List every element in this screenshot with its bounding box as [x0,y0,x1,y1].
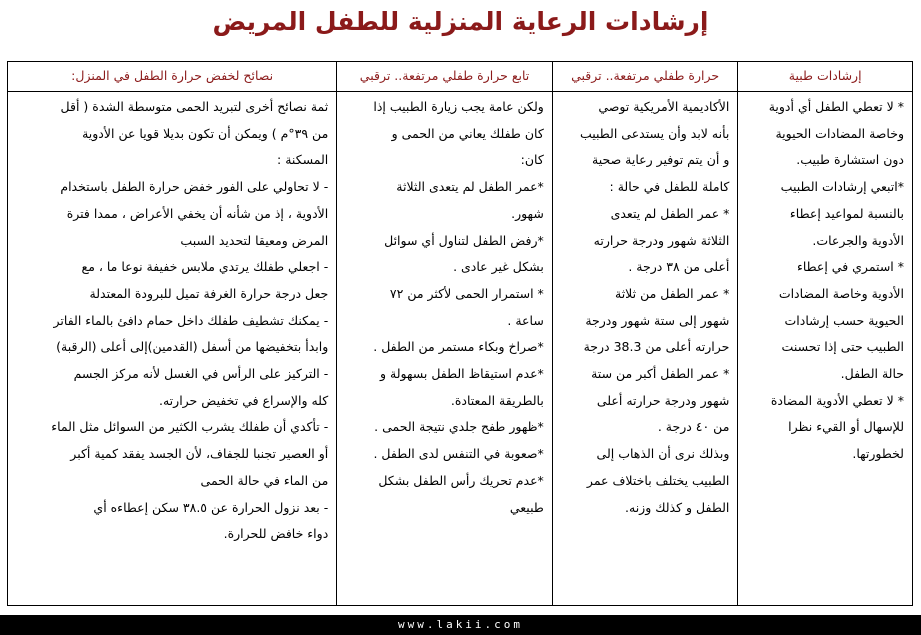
text-line: - التركيز على الرأس في الغسل لأنه مركز الجسم [73,366,329,382]
text-line: * عمر الطفل أكبر من ستة [591,366,730,382]
text-line: كاملة للطفل في حالة : [609,179,730,195]
site-footer: www.lakii.com [0,615,921,635]
text-line: بالنسبة لمواعيد إعطاء [789,205,904,221]
text-line: دون استشارة طبيب. [796,152,904,168]
text-line: الطبيب يختلف باختلاف عمر [586,472,730,488]
column-high-fever [552,62,738,605]
text-line: أو العصير تجنبا للجفاف، لأن الجسد يفقد كمية أكبر [70,446,329,462]
text-line: الثلاثة شهور ودرجة حرارته [593,232,730,248]
text-line: الطبيب حتى إذا تحسنت [781,339,904,355]
text-line: حالة الطفل. [840,366,904,382]
text-line: - اجعلي طفلك يرتدي ملابس خفيفة نوعا ما ، مع [81,259,329,275]
text-line: - لا تحاولي على الفور خفض حرارة الطفل باستخدام [60,179,329,195]
text-line: * استمرار الحمى لأكثر من ٧٢ [389,285,544,301]
text-line: شهور إلى ستة شهور ودرجة [585,312,730,328]
column-header: إرشادات طبية [738,62,912,92]
text-line: دواء خافض للحرارة. [223,526,329,542]
text-line: الأدوية ، إذ من شأنه أن يخفي الأعراض ، ممدا فترة [66,205,329,221]
text-line: كله والإسراع في تخفيض حرارته. [159,392,329,408]
text-line: المرض ومعيقا لتحديد السبب [180,232,329,248]
column-body [8,92,336,548]
text-line: الحيوية حسب إرشادات [784,312,904,328]
text-line: طبيعي [509,499,544,515]
text-line: * لا تعطي الطفل أي أدوية [768,99,904,114]
text-line: شهور ودرجة حرارته أعلى [596,392,730,408]
column-body [337,92,552,521]
text-line: *عدم استيقاظ الطفل بسهولة و [379,366,544,382]
text-line: - بعد نزول الحرارة عن ٣٨.٥ سكن إعطاءه أي [93,499,329,515]
text-line: الأدوية وخاصة المضادات [778,285,904,301]
text-line: المسكنة : [277,152,329,168]
text-line: شهور. [511,205,544,221]
text-line: * لا تعطي الأدوية المضادة [770,392,904,408]
text-line: *عدم تحريك رأس الطفل بشكل [378,472,544,488]
text-line: * عمر الطفل لم يتعدى [610,205,730,221]
column-medical-guidance [737,62,912,605]
text-line: *صعوبة في التنفس لدى الطفل . [373,446,544,462]
text-line: من ٤٠ درجة . [657,419,730,435]
text-line: ساعة . [507,312,544,328]
text-line: *رفض الطفل لتناول أي سوائل [384,232,544,248]
text-line: *ظهور طفح جلدي نتيجة الحمى . [374,419,544,435]
text-line: * استمري في إعطاء [796,259,904,275]
text-line: بشكل غير عادى . [453,259,544,275]
text-line: من الماء في حالة الحمى [200,472,329,488]
text-line: * عمر الطفل من ثلاثة [615,285,730,301]
text-line: - تأكدي أن طفلك يشرب الكثير من السوائل مثل الماء [51,419,329,435]
text-line: وبذلك نرى أن الذهاب إلى [596,446,730,462]
text-line: ولكن عامة يجب زيارة الطبيب إذا [373,99,544,114]
text-line: الأدوية والجرعات. [812,232,904,248]
text-line: الطفل و كذلك وزنه. [625,499,730,515]
column-body [553,92,738,521]
text-line: *عمر الطفل لم يتعدى الثلاثة [396,179,544,195]
text-line: لخطورتها. [852,446,904,462]
text-line: *اتبعي إرشادات الطبيب [780,179,904,195]
text-line: وابدأ بتخفيضها من أسفل (القدمين)إلى أعلى (الرقبة) [56,339,329,355]
text-line: الأكاديمية الأمريكية توصي [598,99,730,114]
text-line: كان طفلك يعاني من الحمى و [391,125,544,141]
guidance-table [7,61,913,606]
text-line: أعلى من ٣٨ درجة . [628,259,730,275]
text-line: *صراخ وبكاء مستمر من الطفل . [373,339,544,355]
text-line: - يمكنك تشطيف طفلك داخل حمام دافئ بالماء الفاتر [53,312,329,328]
column-body [738,92,912,468]
text-line: ثمة نصائح أخرى لتبريد الحمى متوسطة الشدة ( أقل [60,99,329,114]
column-header: حرارة طفلي مرتفعة.. ترقبي [553,62,738,92]
column-header: تابع حرارة طفلي مرتفعة.. ترقبي [337,62,552,92]
column-home-fever-tips [8,62,336,605]
text-line: للإسهال أو القيء نظرا [788,419,904,435]
text-line: جعل درجة حرارة الغرفة تميل للبرودة المعتدلة [89,285,329,301]
text-line: كان: [520,152,544,168]
column-high-fever-continued [336,62,552,605]
text-line: بالطريقة المعتادة. [450,392,544,408]
text-line: بأنه لابد وأن يستدعى الطبيب [579,125,730,141]
text-line: حرارته أعلى من 38.3 درجة [583,339,730,355]
text-line: من ٣٩°م ) ويمكن أن تكون بديلا قويا عن الأدوية [82,125,329,141]
text-line: و أن يتم توفير رعاية صحية [592,152,730,168]
text-line: وخاصة المضادات الحيوية [775,125,904,141]
column-header: نصائح لخفض حرارة الطفل في المنزل: [8,62,336,92]
page-title: إرشادات الرعاية المنزلية للطفل المريض [212,7,709,36]
